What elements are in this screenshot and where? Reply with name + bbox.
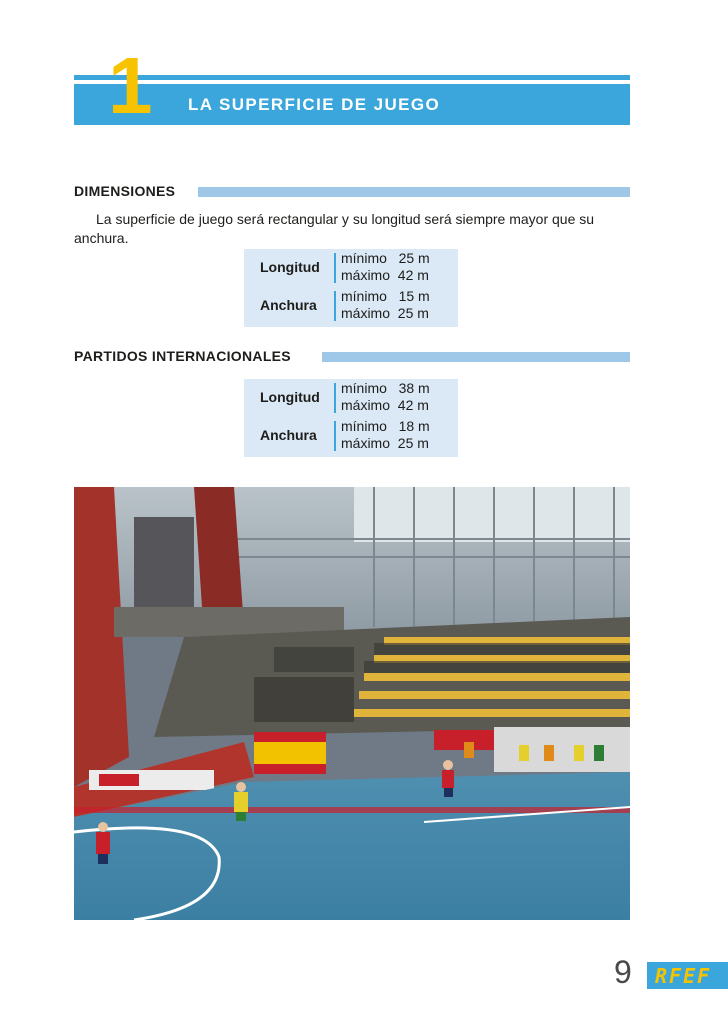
header-top-line	[74, 75, 630, 80]
min-value: mínimo 15 m	[341, 288, 430, 304]
max-value: máximo 25 m	[341, 435, 429, 451]
row-label: Longitud	[260, 389, 320, 405]
futsal-arena-photo	[74, 487, 630, 920]
page-number: 9	[614, 954, 632, 990]
logo-text: RFEF	[655, 964, 712, 988]
internacionales-table	[244, 379, 458, 457]
dimensiones-paragraph: La superficie de juego será rectangular y su longitud será siempre mayor que su anchura.	[74, 211, 595, 246]
max-value: máximo 25 m	[341, 305, 429, 321]
rfef-logo	[647, 962, 728, 989]
section-heading-internacionales: PARTIDOS INTERNACIONALES	[74, 348, 291, 364]
min-value: mínimo 38 m	[341, 380, 430, 396]
row-label: Anchura	[260, 427, 317, 443]
row-label: Longitud	[260, 259, 320, 275]
section-bar	[322, 352, 630, 362]
chapter-number: 1	[108, 41, 151, 130]
table-row	[244, 287, 458, 325]
max-value: máximo 42 m	[341, 267, 429, 283]
row-label: Anchura	[260, 297, 317, 313]
dimensiones-table	[244, 249, 458, 327]
brace	[334, 253, 336, 283]
chapter-title: LA SUPERFICIE DE JUEGO	[188, 95, 441, 114]
section-heading-dimensiones: DIMENSIONES	[74, 183, 176, 199]
table-row	[244, 379, 458, 417]
brace	[334, 383, 336, 413]
min-value: mínimo 18 m	[341, 418, 430, 434]
table-row	[244, 417, 458, 455]
min-value: mínimo 25 m	[341, 250, 430, 266]
section-bar	[198, 187, 630, 197]
brace	[334, 421, 336, 451]
table-row	[244, 249, 458, 287]
max-value: máximo 42 m	[341, 397, 429, 413]
brace	[334, 291, 336, 321]
